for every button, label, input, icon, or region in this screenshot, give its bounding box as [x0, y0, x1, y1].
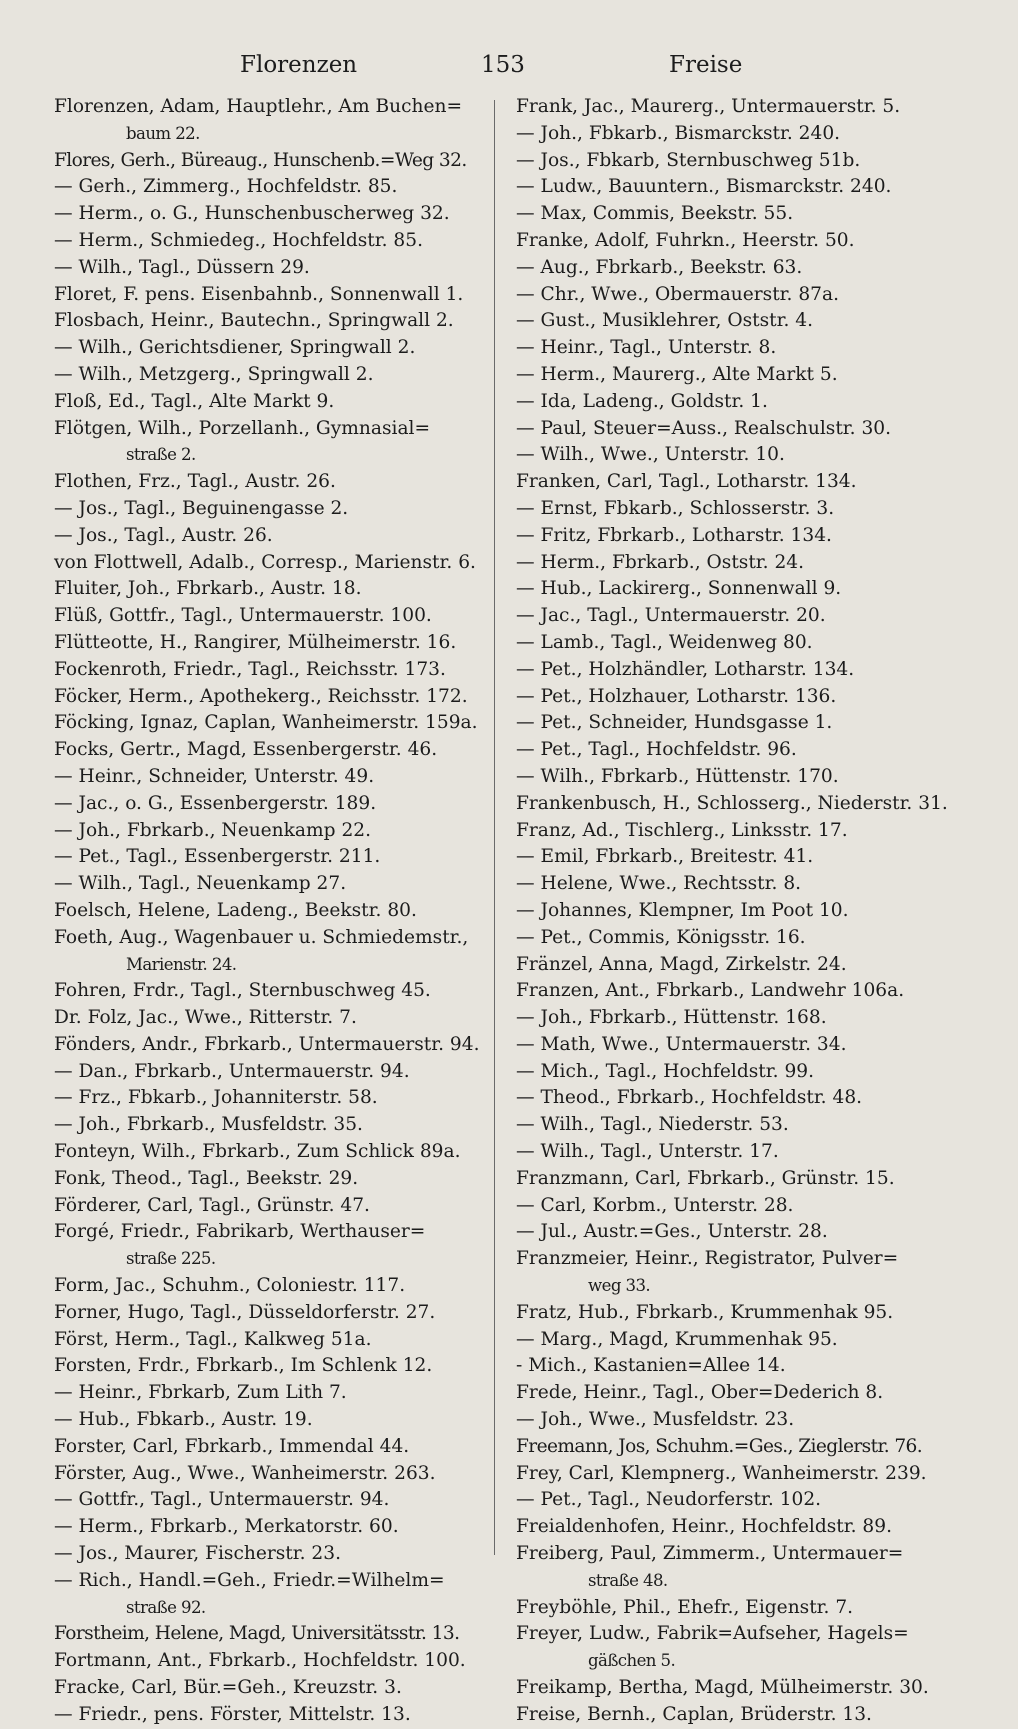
directory-entry: — Lamb., Tagl., Weidenweg 80.	[516, 631, 813, 653]
directory-entry: Flothen, Frz., Tagl., Austr. 26.	[54, 471, 336, 493]
directory-entry: — Joh., Fbkarb., Bismarckstr. 240.	[516, 122, 841, 144]
directory-entry: Foelsch, Helene, Ladeng., Beekstr. 80.	[54, 899, 417, 921]
directory-entry: Föcking, Ignaz, Caplan, Wanheimerstr. 159a.	[54, 712, 478, 734]
directory-entry: Frede, Heinr., Tagl., Ober=Dederich 8.	[516, 1382, 884, 1404]
directory-entry: — Heinr., Tagl., Unterstr. 8.	[516, 337, 777, 359]
directory-entry: Freise, Bernh., Caplan, Brüderstr. 13.	[516, 1703, 872, 1725]
directory-entry: Form, Jac., Schuhm., Coloniestr. 117.	[54, 1275, 406, 1297]
directory-entry: — Wilh., Tagl., Niederstr. 53.	[516, 1114, 789, 1136]
directory-entry: — Pet., Tagl., Hochfeldstr. 96.	[516, 739, 797, 761]
directory-entry: Franzmeier, Heinr., Registrator, Pulver=	[516, 1248, 899, 1270]
directory-entry: — Joh., Fbrkarb., Neuenkamp 22.	[54, 819, 372, 841]
directory-entry: — Joh., Fbrkarb., Hüttenstr. 168.	[516, 1007, 827, 1029]
directory-entry: — Wilh., Wwe., Unterstr. 10.	[516, 444, 785, 466]
directory-entry: Frankenbusch, H., Schlosserg., Niederstr. 31.	[516, 792, 948, 814]
directory-entry: — Fritz, Fbrkarb., Lotharstr. 134.	[516, 524, 832, 546]
directory-entry-continuation: baum 22.	[126, 123, 200, 143]
directory-entry: Flosbach, Heinr., Bautechn., Springwall 2.	[54, 310, 454, 332]
directory-entry: — Jac., Tagl., Untermauerstr. 20.	[516, 605, 826, 627]
directory-entry: Forsten, Frdr., Fbrkarb., Im Schlenk 12.	[54, 1355, 433, 1377]
directory-entry: — Carl, Korbm., Unterstr. 28.	[516, 1194, 794, 1216]
directory-entry: — Jos., Tagl., Austr. 26.	[54, 524, 273, 546]
directory-entry: Frank, Jac., Maurerg., Untermauerstr. 5.	[516, 96, 901, 117]
directory-entry: — Frz., Fbkarb., Johanniterstr. 58.	[54, 1087, 378, 1109]
directory-entry: Foeth, Aug., Wagenbauer u. Schmiedemstr.,	[54, 926, 469, 948]
directory-entry: — Joh., Wwe., Musfeldstr. 23.	[516, 1409, 795, 1431]
directory-entry: von Flottwell, Adalb., Corresp., Marienstr. 6.	[54, 551, 476, 573]
directory-entry-continuation: Marienstr. 24.	[126, 954, 237, 974]
directory-entry: — Jul., Austr.=Ges., Unterstr. 28.	[516, 1221, 828, 1243]
directory-entry: Flores, Gerh., Büreaug., Hunschenb.=Weg 32.	[54, 149, 467, 171]
directory-entry: Franzmann, Carl, Fbrkarb., Grünstr. 15.	[516, 1167, 895, 1189]
directory-entry: — Emil, Fbrkarb., Breitestr. 41.	[516, 846, 814, 868]
directory-entry: Frey, Carl, Klempnerg., Wanheimerstr. 239.	[516, 1462, 927, 1484]
directory-entry: Freemann, Jos, Schuhm.=Ges., Zieglerstr. 76.	[516, 1435, 923, 1457]
directory-entry: Föcker, Herm., Apothekerg., Reichsstr. 172.	[54, 685, 468, 707]
directory-entry: Fratz, Hub., Fbrkarb., Krummenhak 95.	[516, 1301, 894, 1323]
directory-entry: Freiberg, Paul, Zimmerm., Untermauer=	[516, 1543, 904, 1565]
directory-entry: Franke, Adolf, Fuhrkn., Heerstr. 50.	[516, 229, 855, 251]
directory-entry: — Pet., Tagl., Essenbergerstr. 211.	[54, 846, 381, 868]
directory-entry-continuation: gäßchen 5.	[588, 1651, 676, 1671]
directory-entry: — Joh., Fbrkarb., Musfeldstr. 35.	[54, 1114, 363, 1136]
directory-entry-continuation: weg 33.	[588, 1276, 651, 1296]
directory-entry: Franzen, Ant., Fbrkarb., Landwehr 106a.	[516, 980, 905, 1002]
directory-entry: — Heinr., Fbrkarb, Zum Lith 7.	[54, 1382, 347, 1404]
left-column	[54, 94, 484, 1729]
directory-entry: — Theod., Fbrkarb., Hochfeldstr. 48.	[516, 1087, 863, 1109]
directory-entry: Fockenroth, Friedr., Tagl., Reichsstr. 173.	[54, 658, 446, 680]
directory-entry: Floret, F. pens. Eisenbahnb., Sonnenwall 1.	[54, 283, 464, 305]
page-number: 153	[481, 52, 525, 78]
directory-entry: — Max, Commis, Beekstr. 55.	[516, 203, 794, 225]
directory-entry: Dr. Folz, Jac., Wwe., Ritterstr. 7.	[54, 1007, 357, 1029]
directory-entry: Freyer, Ludw., Fabrik=Aufseher, Hagels=	[516, 1623, 909, 1645]
directory-entry: — Pet., Holzhändler, Lotharstr. 134.	[516, 658, 855, 680]
directory-entry: — Wilh., Tagl., Neuenkamp 27.	[54, 873, 347, 895]
directory-entry: Franz, Ad., Tischlerg., Linksstr. 17.	[516, 819, 848, 841]
directory-entry: Freialdenhofen, Heinr., Hochfeldstr. 89.	[516, 1516, 893, 1538]
directory-entry: — Gust., Musiklehrer, Oststr. 4.	[516, 310, 814, 332]
directory-entry: — Hub., Lackirerg., Sonnenwall 9.	[516, 578, 842, 600]
directory-entry: Fortmann, Ant., Fbrkarb., Hochfeldstr. 100.	[54, 1650, 466, 1672]
directory-entry: Floß, Ed., Tagl., Alte Markt 9.	[54, 390, 335, 412]
directory-entry: Forster, Carl, Fbrkarb., Immendal 44.	[54, 1435, 410, 1457]
directory-entry: — Herm., o. G., Hunschenbuscherweg 32.	[54, 203, 450, 225]
directory-entry: — Dan., Fbrkarb., Untermauerstr. 94.	[54, 1060, 410, 1082]
directory-entry: — Wilh., Metzgerg., Springwall 2.	[54, 363, 374, 385]
directory-entry: — Herm., Fbrkarb., Oststr. 24.	[516, 551, 805, 573]
directory-entry: — Paul, Steuer=Auss., Realschulstr. 30.	[516, 417, 892, 439]
directory-entry: Fohren, Frdr., Tagl., Sternbuschweg 45.	[54, 980, 431, 1002]
directory-entry: — Pet., Tagl., Neudorferstr. 102.	[516, 1489, 822, 1511]
header-last-name: Freise	[669, 52, 743, 78]
directory-entry: — Jos., Maurer, Fischerstr. 23.	[54, 1543, 342, 1565]
directory-entry: Först, Herm., Tagl., Kalkweg 51a.	[54, 1328, 372, 1350]
directory-entry: — Gottfr., Tagl., Untermauerstr. 94.	[54, 1489, 390, 1511]
directory-entry: — Ludw., Bauuntern., Bismarckstr. 240.	[516, 176, 892, 198]
directory-entry: — Pet., Schneider, Hundsgasse 1.	[516, 712, 833, 734]
directory-entry: — Helene, Wwe., Rechtsstr. 8.	[516, 873, 802, 895]
directory-entry: — Chr., Wwe., Obermauerstr. 87a.	[516, 283, 840, 305]
directory-entry: — Math, Wwe., Untermauerstr. 34.	[516, 1033, 847, 1055]
page-header	[0, 52, 1018, 92]
directory-entry: — Wilh., Fbrkarb., Hüttenstr. 170.	[516, 765, 839, 787]
directory-entry: — Gerh., Zimmerg., Hochfeldstr. 85.	[54, 176, 398, 198]
directory-entry: Fonk, Theod., Tagl., Beekstr. 29.	[54, 1167, 359, 1189]
directory-entry: — Ernst, Fbkarb., Schlosserstr. 3.	[516, 497, 835, 519]
directory-entry: — Wilh., Tagl., Unterstr. 17.	[516, 1141, 779, 1163]
directory-entry: — Pet., Holzhauer, Lotharstr. 136.	[516, 685, 837, 707]
directory-entry: — Wilh., Tagl., Düssern 29.	[54, 256, 310, 278]
directory-entry: — Mich., Tagl., Hochfeldstr. 99.	[516, 1060, 815, 1082]
directory-entry-continuation: straße 2.	[126, 445, 196, 465]
directory-entry: Focks, Gertr., Magd, Essenbergerstr. 46.	[54, 739, 438, 761]
directory-entry: — Jos., Fbkarb, Sternbuschweg 51b.	[516, 149, 861, 171]
directory-entry: — Herm., Schmiedeg., Hochfeldstr. 85.	[54, 229, 424, 251]
right-column	[516, 94, 948, 1729]
directory-entry-continuation: straße 48.	[588, 1570, 668, 1590]
directory-entry: Flötgen, Wilh., Porzellanh., Gymnasial=	[54, 417, 431, 439]
directory-entry: — Aug., Fbrkarb., Beekstr. 63.	[516, 256, 803, 278]
directory-entry: Forstheim, Helene, Magd, Universitätsstr. 13.	[54, 1623, 460, 1645]
directory-entry-continuation: straße 92.	[126, 1597, 206, 1617]
directory-entry-continuation: straße 225.	[126, 1249, 216, 1269]
directory-entry: Flüß, Gottfr., Tagl., Untermauerstr. 100.	[54, 605, 432, 627]
directory-entry: — Rich., Handl.=Geh., Friedr.=Wilhelm=	[54, 1569, 445, 1591]
directory-entry: — Herm., Maurerg., Alte Markt 5.	[516, 363, 838, 385]
directory-entry: — Herm., Fbrkarb., Merkatorstr. 60.	[54, 1516, 399, 1538]
directory-entry: Förderer, Carl, Tagl., Grünstr. 47.	[54, 1194, 370, 1216]
directory-entry: Flütteotte, H., Rangirer, Mülheimerstr. 16.	[54, 631, 457, 653]
directory-entry: Fonteyn, Wilh., Fbrkarb., Zum Schlick 89a.	[54, 1141, 461, 1163]
directory-entry: — Pet., Commis, Königsstr. 16.	[516, 926, 806, 948]
directory-entry: — Hub., Fbkarb., Austr. 19.	[54, 1409, 313, 1431]
directory-entry: Fracke, Carl, Bür.=Geh., Kreuzstr. 3.	[54, 1677, 402, 1699]
directory-entry: — Marg., Magd, Krummenhak 95.	[516, 1328, 838, 1350]
directory-entry: Forgé, Friedr., Fabrikarb, Werthauser=	[54, 1221, 426, 1243]
directory-entry: — Heinr., Schneider, Unterstr. 49.	[54, 765, 375, 787]
directory-entry: Förster, Aug., Wwe., Wanheimerstr. 263.	[54, 1462, 436, 1484]
directory-entry: — Johannes, Klempner, Im Poot 10.	[516, 899, 849, 921]
directory-entry: Freikamp, Bertha, Magd, Mülheimerstr. 30.	[516, 1677, 929, 1699]
directory-entry: — Jos., Tagl., Beguinengasse 2.	[54, 497, 349, 519]
directory-entry: Forner, Hugo, Tagl., Düsseldorferstr. 27.	[54, 1301, 436, 1323]
directory-entry: Florenzen, Adam, Hauptlehr., Am Buchen=	[54, 96, 463, 117]
directory-entry: Fluiter, Joh., Fbrkarb., Austr. 18.	[54, 578, 362, 600]
directory-entry: Fönders, Andr., Fbrkarb., Untermauerstr. 94.	[54, 1033, 480, 1055]
directory-entry: Fränzel, Anna, Magd, Zirkelstr. 24.	[516, 953, 847, 975]
header-first-name: Florenzen	[240, 52, 358, 78]
directory-entry: — Ida, Ladeng., Goldstr. 1.	[516, 390, 768, 412]
directory-entry: Freyböhle, Phil., Ehefr., Eigenstr. 7.	[516, 1596, 854, 1618]
directory-entry: - Mich., Kastanien=Allee 14.	[516, 1355, 786, 1377]
directory-entry: — Wilh., Gerichtsdiener, Springwall 2.	[54, 337, 416, 359]
directory-entry: Franken, Carl, Tagl., Lotharstr. 134.	[516, 471, 857, 493]
column-divider	[494, 100, 495, 1555]
directory-entry: — Jac., o. G., Essenbergerstr. 189.	[54, 792, 377, 814]
directory-entry: — Friedr., pens. Förster, Mittelstr. 13.	[54, 1703, 411, 1725]
